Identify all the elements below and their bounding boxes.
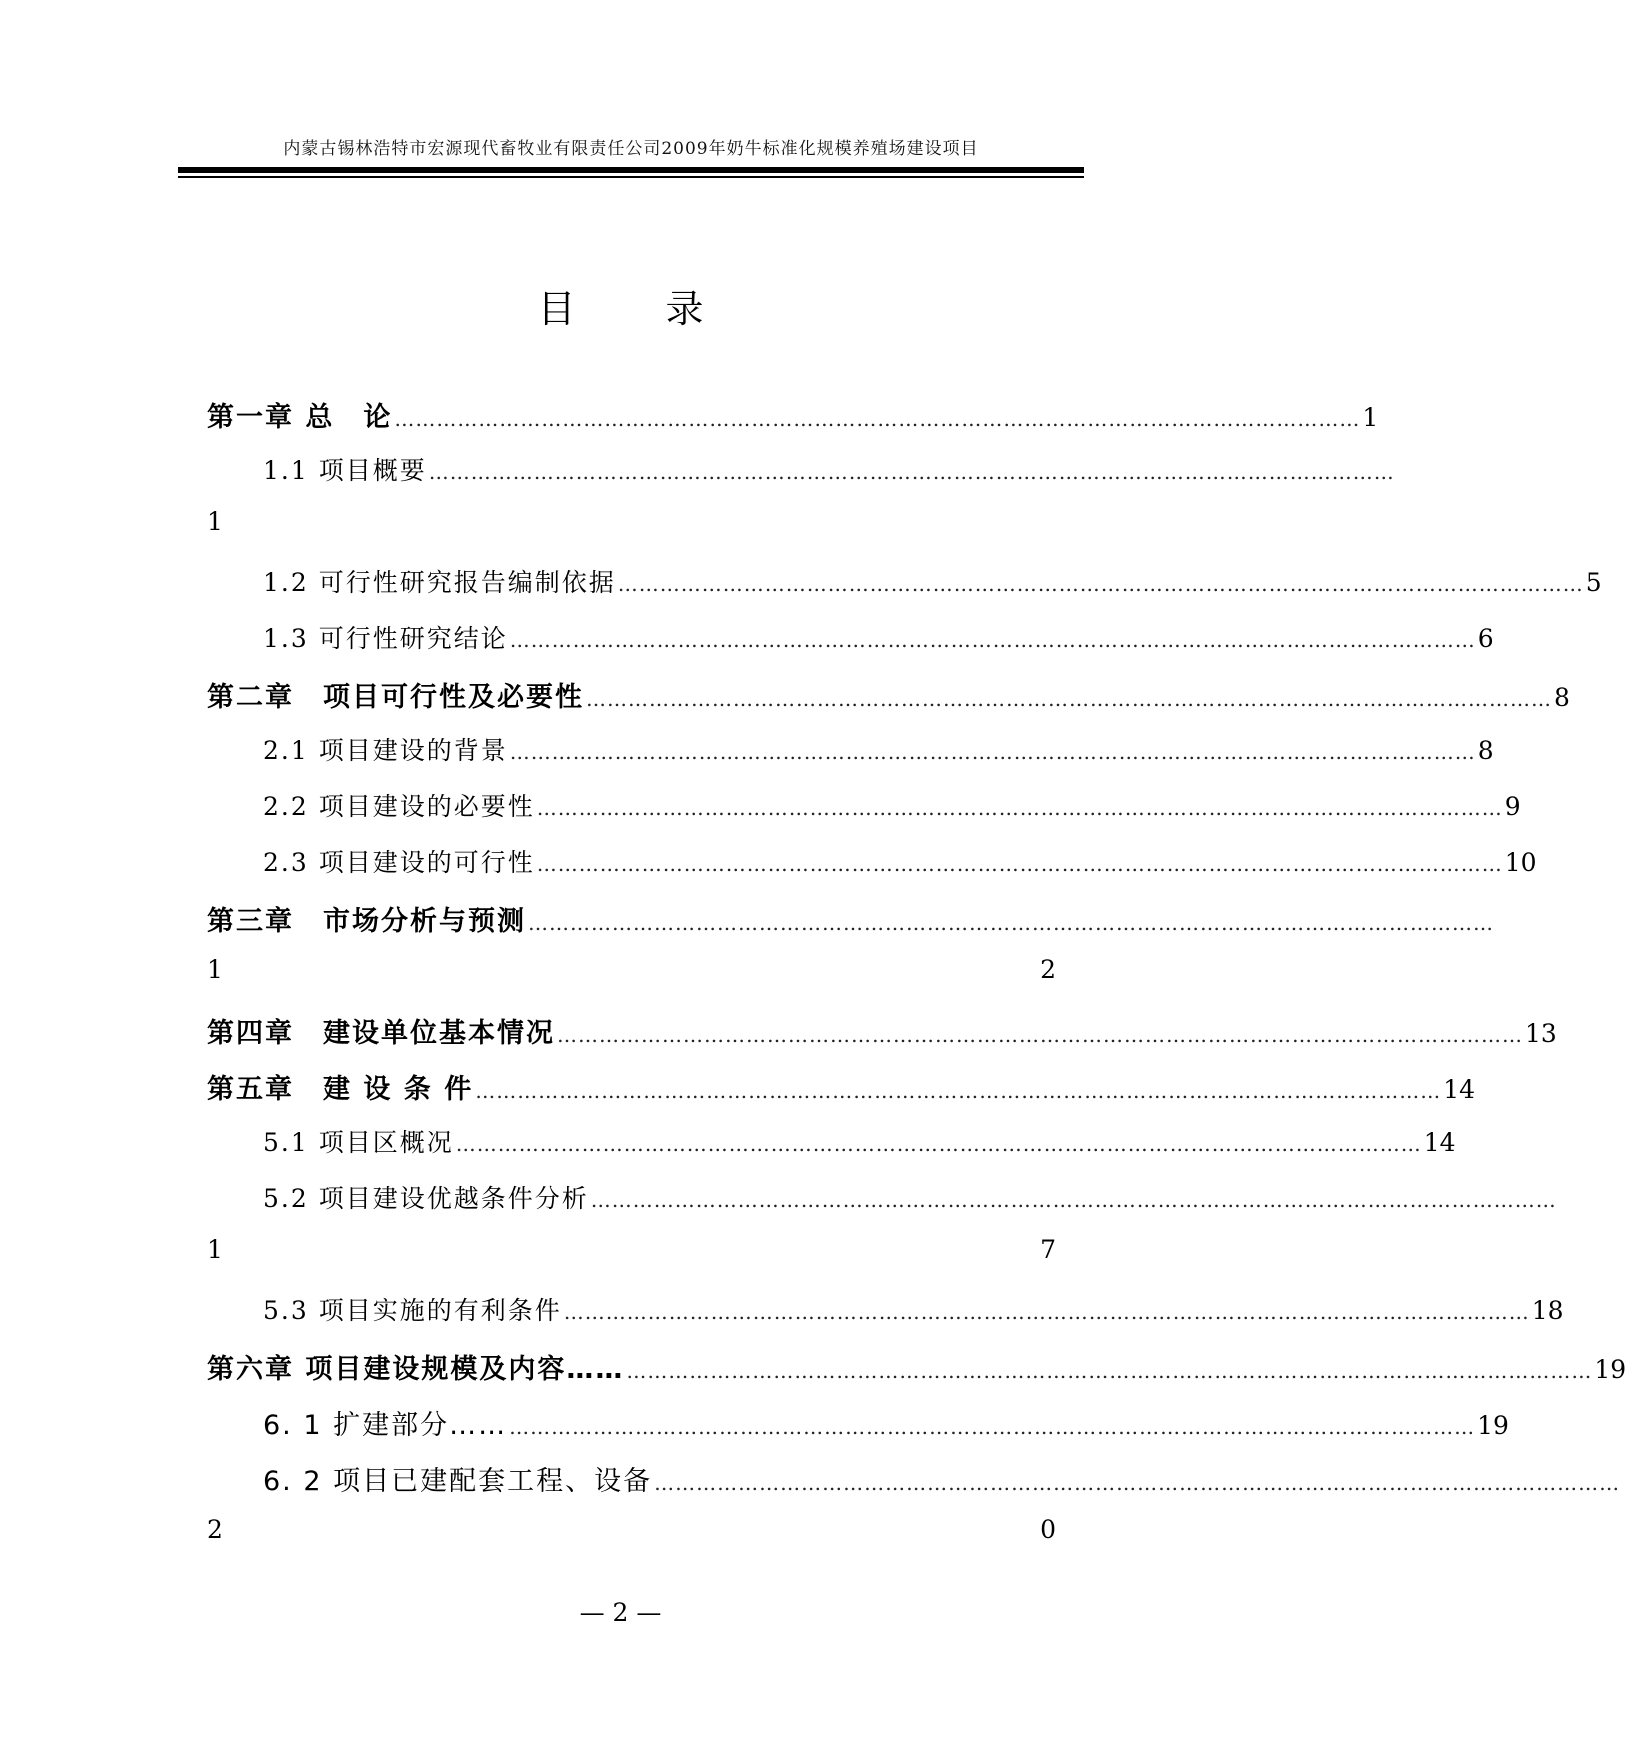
- title-char-2: 录: [665, 287, 704, 331]
- toc-page-number-wrapped-a: 2: [207, 1515, 223, 1544]
- toc-label: 5.1 项目区概况: [263, 1128, 454, 1157]
- toc-label: 2.3 项目建设的可行性: [263, 848, 535, 877]
- toc-page-number-wrapped-b: 7: [1040, 1235, 1056, 1264]
- toc-leader: …………………………………………………………………………………………………………………………: [654, 1471, 1621, 1495]
- toc-entry-5-1[interactable]: [263, 1123, 1456, 1163]
- toc-page-number: 8: [1554, 683, 1570, 712]
- toc-label: 2.1 项目建设的背景: [263, 736, 508, 765]
- toc-leader: …………………………………………………………………………………………………………………………: [586, 687, 1552, 711]
- toc-page-number: 14: [1443, 1075, 1476, 1104]
- toc-entry-1-1[interactable]: [263, 451, 1395, 491]
- toc-entry-5-3[interactable]: [263, 1291, 1564, 1331]
- toc-leader: …………………………………………………………………………………………………………………………: [626, 1359, 1593, 1383]
- toc-page-number: 10: [1504, 848, 1537, 877]
- toc-entry-1-2[interactable]: [263, 563, 1602, 603]
- toc-page-number: 8: [1477, 736, 1494, 765]
- toc-entry-6-2[interactable]: [263, 1459, 1621, 1499]
- toc-label: 第四章 建设单位基本情况: [207, 1018, 555, 1049]
- toc-leader: …………………………………………………………………………………………………………………………: [455, 1132, 1422, 1156]
- toc-page-number-wrapped-a: 1: [207, 1235, 223, 1264]
- toc-entry-5-2[interactable]: [263, 1179, 1557, 1219]
- toc-label: 1.1 项目概要: [263, 456, 427, 485]
- title-char-1: 目: [537, 287, 576, 331]
- page-footer-number: — 2 —: [579, 1598, 662, 1627]
- toc-entry-chapter-6[interactable]: [207, 1347, 1626, 1387]
- toc-label: 6. 2 项目已建配套工程、设备: [263, 1466, 653, 1497]
- toc-leader: …………………………………………………………………………………………………………………………: [475, 1079, 1442, 1103]
- toc-leader: …………………………………………………………………………………………………………………………: [509, 740, 1476, 764]
- toc-label: 第二章 项目可行性及必要性: [207, 682, 584, 713]
- toc-leader: …………………………………………………………………………………………………………………………: [528, 911, 1494, 935]
- header-rule-thick: [178, 167, 1084, 173]
- header-rule-thin: [178, 176, 1084, 178]
- toc-page-number-wrapped: 1: [207, 507, 223, 536]
- toc-label: 第六章 项目建设规模及内容……: [207, 1354, 625, 1385]
- toc-entry-2-2[interactable]: [263, 787, 1521, 827]
- toc-label: 第一章 总 论: [207, 402, 393, 433]
- toc-label: 第五章 建 设 条 件: [207, 1074, 474, 1105]
- toc-leader: …………………………………………………………………………………………………………………………: [428, 460, 1395, 484]
- toc-leader: …………………………………………………………………………………………………………………………: [536, 852, 1503, 876]
- toc-page-number-wrapped-b: 2: [1040, 955, 1056, 984]
- toc-entry-chapter-2[interactable]: [207, 675, 1570, 715]
- toc-page-number: 9: [1504, 792, 1521, 821]
- toc-label: 1.2 可行性研究报告编制依据: [263, 568, 616, 597]
- toc-leader: …………………………………………………………………………………………………………………………: [509, 628, 1476, 652]
- toc-leader: …………………………………………………………………………………………………………………………: [557, 1023, 1523, 1047]
- toc-leader: …………………………………………………………………………………………………………………………: [394, 407, 1361, 431]
- toc-label: 5.3 项目实施的有利条件: [263, 1296, 562, 1325]
- toc-page-number: 1: [1362, 403, 1379, 432]
- toc-page-number: 18: [1531, 1296, 1564, 1325]
- toc-entry-chapter-1[interactable]: [207, 395, 1379, 435]
- toc-page-number: 19: [1477, 1411, 1509, 1440]
- toc-leader: …………………………………………………………………………………………………………………………: [536, 796, 1503, 820]
- toc-label: 1.3 可行性研究结论: [263, 624, 508, 653]
- toc-page-number: 5: [1585, 568, 1602, 597]
- toc-page-number-wrapped-b: 0: [1040, 1515, 1056, 1544]
- toc-entry-chapter-3[interactable]: [207, 899, 1494, 939]
- toc-page-number: 6: [1477, 624, 1494, 653]
- running-header: 内蒙古锡林浩特市宏源现代畜牧业有限责任公司2009年奶牛标准化规模养殖场建设项目: [283, 139, 979, 159]
- toc-title: [0, 278, 1241, 333]
- toc-entry-chapter-4[interactable]: [207, 1011, 1557, 1051]
- toc-label: 6. 1 扩建部分……: [263, 1410, 508, 1441]
- toc-entry-2-1[interactable]: [263, 731, 1494, 771]
- toc-label: 第三章 市场分析与预测: [207, 906, 526, 937]
- toc-entry-1-3[interactable]: [263, 619, 1494, 659]
- toc-page-number: 14: [1423, 1128, 1456, 1157]
- toc-entry-chapter-5[interactable]: [207, 1067, 1476, 1107]
- toc-leader: …………………………………………………………………………………………………………………………: [509, 1415, 1476, 1439]
- toc-page-number-wrapped-a: 1: [207, 955, 223, 984]
- toc-entry-2-3[interactable]: [263, 843, 1537, 883]
- toc-label: 5.2 项目建设优越条件分析: [263, 1184, 589, 1213]
- toc-page-number: 13: [1525, 1019, 1557, 1048]
- toc-leader: …………………………………………………………………………………………………………………………: [563, 1300, 1530, 1324]
- toc-leader: …………………………………………………………………………………………………………………………: [590, 1188, 1557, 1212]
- toc-label: 2.2 项目建设的必要性: [263, 792, 535, 821]
- toc-entry-6-1[interactable]: [263, 1403, 1509, 1443]
- toc-page-number: 19: [1594, 1355, 1626, 1384]
- toc-leader: …………………………………………………………………………………………………………………………: [617, 572, 1584, 596]
